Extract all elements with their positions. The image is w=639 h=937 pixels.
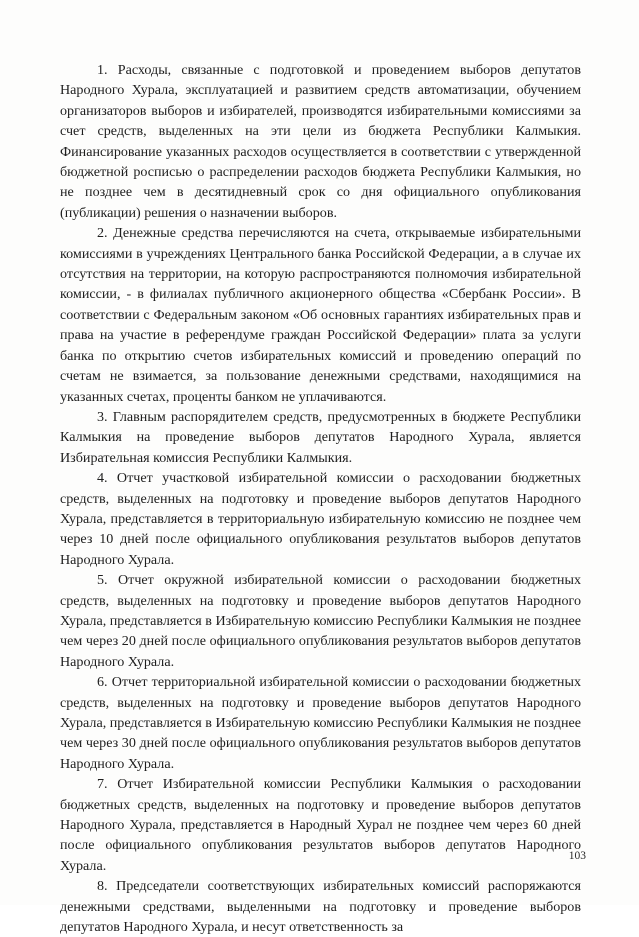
document-body [60, 60, 581, 937]
paragraph-6: 6. Отчет территориальной избирательной комиссии о расходовании бюджетных средств, выделенных на подготовку и проведение выборов депутатов Народного Хурала, представляется в Избирательную комиссию Республики Калмыкия не позднее чем через 30 дней после официального опубликования результатов выборов депутатов Народного Хурала. [60, 674, 581, 772]
paragraph-1: 1. Расходы, связанные с подготовкой и проведением выборов депутатов Народного Хурала, эксплуатацией и развитием средств автоматизации, обучением организаторов выборов и избирателей, производятся избирательными комиссиями за счет средств, выделенных на эти цели из бюджета Республики Калмыкия. Финансирование указанных расходов осуществляется в соответствии с утвержденной бюджетной росписью о распределении расходов бюджета Республики Калмыкия, но не позднее чем в десятидневный срок со дня официального опубликования (публикации) решения о назначении выборов. [60, 62, 581, 221]
paragraph-7: 7. Отчет Избирательной комиссии Республики Калмыкия о расходовании бюджетных средств, выделенных на подготовку и проведение выборов депутатов Народного Хурала, представляется в Народный Хурал не позднее чем через 60 дней после официального опубликования результатов выборов депутатов Народного Хурала. [60, 776, 581, 874]
paragraph-8: 8. Председатели соответствующих избирательных комиссий распоряжаются денежными средствами, выделенными на подготовку и проведение выборов депутатов Народного Хурала, и несут ответственность за [60, 878, 581, 936]
paragraph-5: 5. Отчет окружной избирательной комиссии о расходовании бюджетных средств, выделенных на подготовку и проведение выборов депутатов Народного Хурала, представляется в Избирательную комиссию Республики Калмыкия не позднее чем через 20 дней после официального опубликования результатов выборов депутатов Народного Хурала. [60, 572, 581, 670]
paragraph-4: 4. Отчет участковой избирательной комиссии о расходовании бюджетных средств, выделенных на подготовку и проведение выборов депутатов Народного Хурала, представляется в территориальную избирательную комиссию не позднее чем через 10 дней после официального опубликования результатов выборов депутатов Народного Хурала. [60, 470, 581, 568]
paragraph-3: 3. Главным распорядителем средств, предусмотренных в бюджете Республики Калмыкия на проведение выборов депутатов Народного Хурала, является Избирательная комиссия Республики Калмыкия. [60, 408, 581, 466]
page-number: 103 [568, 850, 586, 862]
paragraph-2: 2. Денежные средства перечисляются на счета, открываемые избирательными комиссиями в учреждениях Центрального банка Российской Федерации, а в случае их отсутствия на территории, на которую распространяются полномочия избирательной комиссии, - в филиалах публичного акционерного общества «Сбербанк России». В соответствии с Федеральным законом «Об основных гарантиях избирательных прав и права на участие в референдуме граждан Российской Федерации» плата за услуги банка по открытию счетов избирательных комиссий и проведению операций по счетам не взимается, за пользование денежными средствами, находящимися на указанных счетах, проценты банком не уплачиваются. [60, 225, 581, 405]
